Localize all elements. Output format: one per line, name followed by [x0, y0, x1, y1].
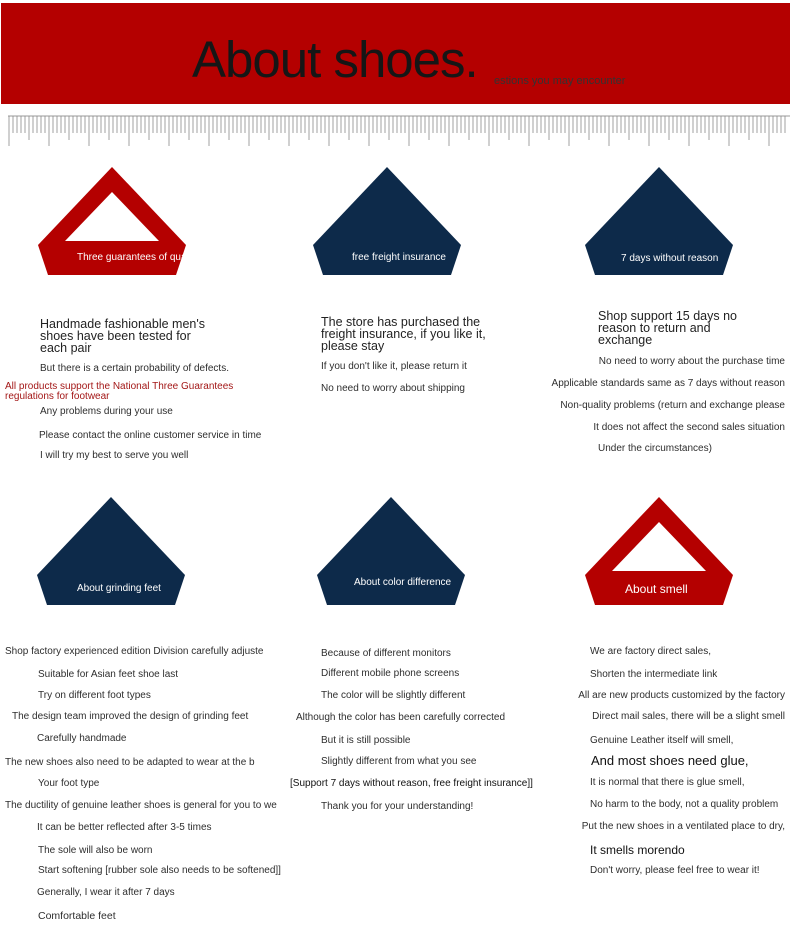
pentagon-icon [315, 495, 467, 607]
section-label-quality: Three guarantees of quality [77, 252, 199, 263]
grinding-line: The new shoes also need to be adapted to wear at the b [5, 757, 255, 768]
grinding-line: The sole will also be worn [38, 845, 153, 856]
grinding-line: The ductility of genuine leather shoes is general for you to we [5, 800, 277, 811]
smell-line: All are new products customized by the factory [578, 690, 785, 701]
page-subtitle: estions you may encounter [494, 75, 626, 87]
color-line: The color will be slightly different [321, 690, 466, 701]
color-line: Different mobile phone screens [321, 668, 460, 679]
color-line: Thank you for your understanding! [321, 801, 474, 812]
freight-heading: The store has purchased the freight insurance, if you like it, please stay [321, 315, 486, 353]
seven-days-line: Applicable standards same as 7 days without reason [551, 378, 785, 389]
quality-line: All products support the National Three Guarantees regulations for footwear [5, 381, 234, 402]
seven-days-heading: Shop support 15 days no reason to return and exchange [598, 309, 737, 347]
ruler-divider [8, 114, 790, 148]
smell-line: No harm to the body, not a quality problem [590, 799, 779, 810]
smell-line: Don't worry, please feel free to wear it! [590, 865, 760, 876]
seven-days-line: Under the circumstances) [598, 443, 712, 454]
section-label-freight: free freight insurance [352, 252, 446, 263]
quality-line: Any problems during your use [40, 406, 173, 417]
color-line: [Support 7 days without reason, free freight insurance]] [290, 778, 533, 789]
grinding-line: Generally, I wear it after 7 days [37, 887, 175, 898]
grinding-line: Suitable for Asian feet shoe last [38, 669, 179, 680]
grinding-line: Shop factory experienced edition Division carefully adjuste [5, 646, 264, 657]
quality-line: I will try my best to serve you well [40, 450, 189, 461]
section-label-color: About color difference [354, 577, 452, 588]
freight-line: If you don't like it, please return it [321, 361, 467, 372]
smell-line: Shorten the intermediate link [590, 669, 718, 680]
smell-line: And most shoes need glue, [591, 753, 749, 768]
seven-days-line: It does not affect the second sales situation [593, 422, 785, 433]
grinding-line: Comfortable feet [38, 910, 116, 922]
section-label-smell: About smell [625, 582, 688, 596]
smell-line: We are factory direct sales, [590, 646, 711, 657]
grinding-line: Your foot type [38, 778, 100, 789]
quality-heading: Handmade fashionable men's shoes have been tested for each pair [40, 317, 205, 355]
color-line: But it is still possible [321, 735, 411, 746]
smell-line: Genuine Leather itself will smell, [590, 735, 734, 746]
smell-line: Direct mail sales, there will be a slight smell [592, 711, 785, 722]
quality-line: Please contact the online customer service in time [39, 430, 262, 441]
color-line: Although the color has been carefully corrected [296, 712, 506, 723]
color-line: Slightly different from what you see [321, 756, 477, 767]
grinding-line: It can be better reflected after 3-5 times [37, 822, 212, 833]
grinding-line: The design team improved the design of grinding feet [12, 711, 249, 722]
section-label-grinding: About grinding feet [77, 583, 161, 594]
color-line: Because of different monitors [321, 648, 451, 659]
seven-days-line: Non-quality problems (return and exchange please [560, 400, 785, 411]
grinding-line: Start softening [rubber sole also needs to be softened]] [38, 865, 281, 876]
smell-line: It is normal that there is glue smell, [590, 777, 745, 788]
smell-line: It smells morendo [590, 843, 685, 857]
freight-line: No need to worry about shipping [321, 383, 465, 394]
seven-days-line: No need to worry about the purchase time [598, 356, 785, 367]
section-label-seven-days: 7 days without reason [621, 253, 719, 264]
grinding-line: Try on different foot types [38, 690, 151, 701]
page-title: About shoes. [192, 31, 478, 88]
quality-line: But there is a certain probability of defects. [40, 363, 229, 374]
grinding-line: Carefully handmade [37, 733, 127, 744]
smell-line: Put the new shoes in a ventilated place to dry, [581, 821, 785, 832]
